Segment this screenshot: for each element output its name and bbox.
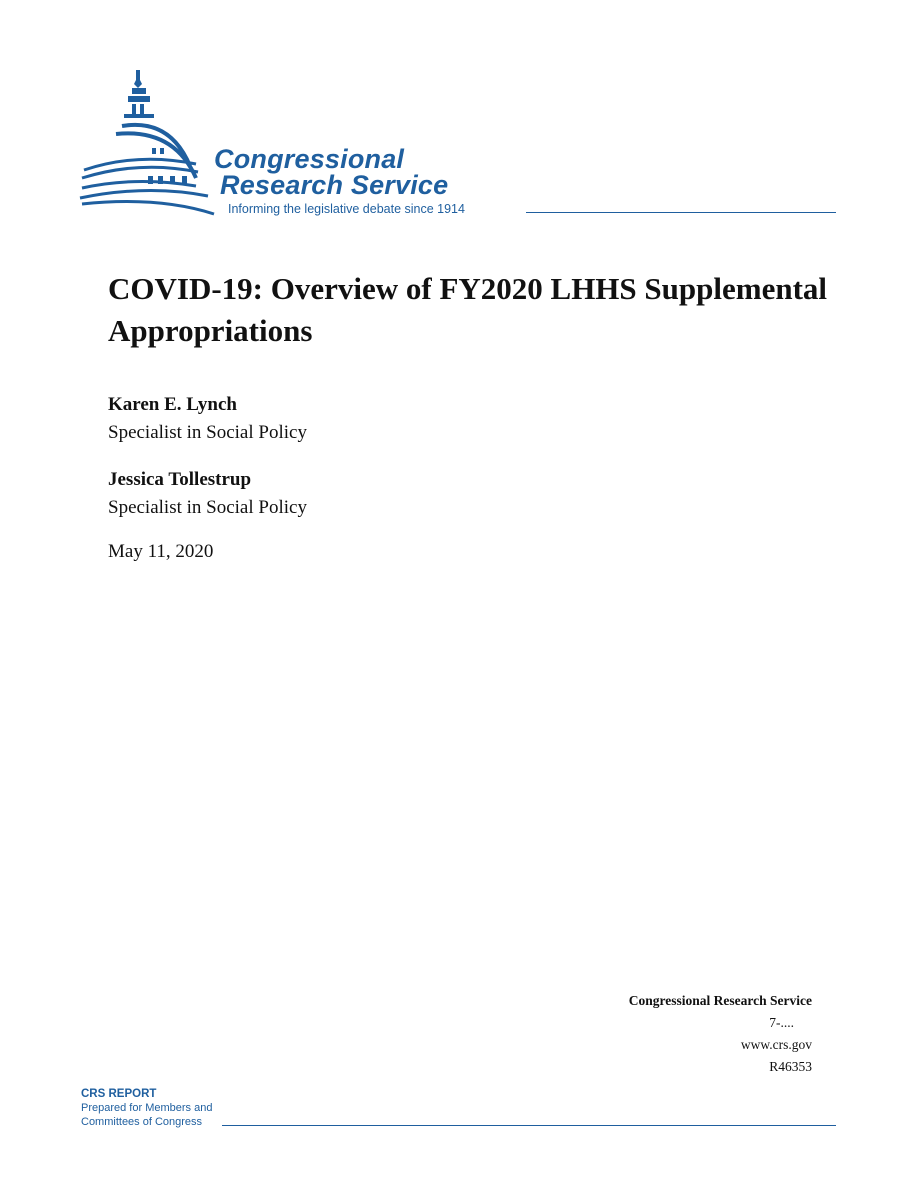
crs-info <box>629 990 812 1078</box>
capitol-dome-icon <box>78 66 218 222</box>
author-name: Karen E. Lynch <box>108 394 237 415</box>
logo-rule <box>526 212 836 213</box>
report-title: COVID-19: Overview of FY2020 LHHS Supplemental Appropriations <box>108 271 828 348</box>
crs-report-footer <box>81 1087 212 1129</box>
crs-logo <box>78 66 838 222</box>
footer-heading: CRS REPORT <box>81 1088 157 1100</box>
footer-line: Committees of Congress <box>81 1116 203 1128</box>
footer-rule <box>222 1125 836 1126</box>
crs-website-link[interactable]: www.crs.gov <box>740 1037 812 1052</box>
author-block <box>108 391 307 447</box>
logo-tagline: Informing the legislative debate since 1914 <box>228 202 465 216</box>
logo-line-research-service: Research Service <box>220 170 449 200</box>
author-name: Jessica Tollestrup <box>108 469 252 490</box>
crs-number: 7-.... <box>769 1015 794 1030</box>
logo-line-congressional: Congressional <box>214 144 405 174</box>
footer-line: Prepared for Members and <box>81 1102 213 1114</box>
author-block <box>108 466 307 522</box>
report-id: R46353 <box>769 1059 812 1074</box>
crs-org: Congressional Research Service <box>628 993 812 1008</box>
author-role: Specialist in Social Policy <box>108 422 307 443</box>
author-role: Specialist in Social Policy <box>108 497 307 518</box>
report-date: May 11, 2020 <box>108 541 214 562</box>
